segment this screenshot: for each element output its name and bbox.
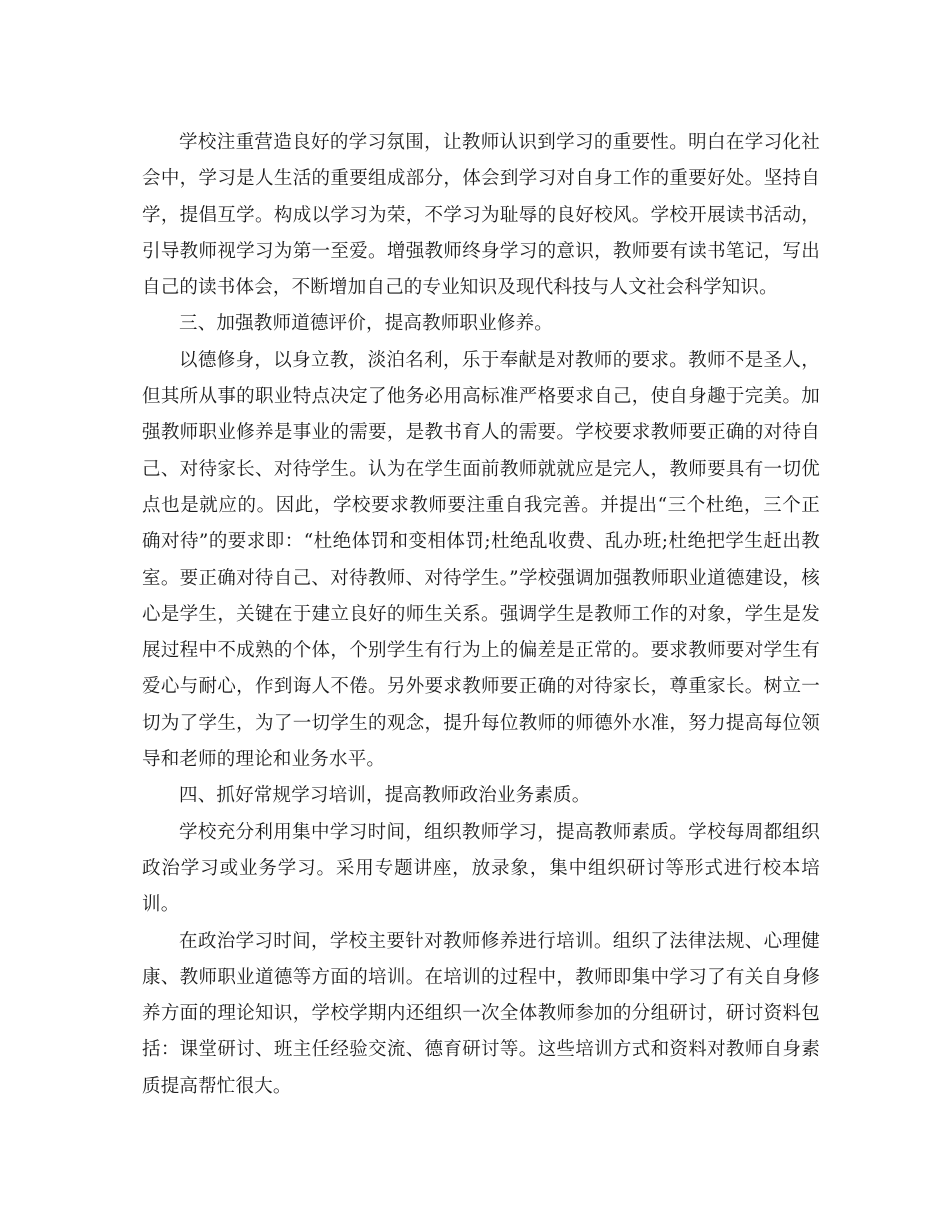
section-heading-3: 三、加强教师道德评价，提高教师职业修养。 bbox=[179, 313, 554, 335]
document-body bbox=[142, 125, 820, 1105]
paragraph-regular-training: 学校充分利用集中学习时间，组织教师学习，提高教师素质。学校每周都组织政治学习或业务学习。采用专题讲座，放录象，集中组织研讨等形式进行校本培训。 bbox=[142, 821, 820, 916]
paragraph-teacher-ethics: 以德修身，以身立教，淡泊名利，乐于奉献是对教师的要求。教师不是圣人，但其所从事的职业特点决定了他务必用高标准严格要求自己，使自身趣于完美。加强教师职业修养是事业的需要，是教书育人的需要。学校要求教师要正确的对待自己、对待家长、对待学生。认为在学生面前教师就就应是完人，教师要具有一切优点也是就应的。因此，学校要求教师要注重自我完善。并提出“三个杜绝，三个正确对待”的要求即：“杜绝体罚和变相体罚;杜绝乱收费、乱办班;杜绝把学生赶出教室。要正确对待自己、对待教师、对待学生。”学校强调加强教师职业道德建设，核心是学生，关键在于建立良好的师生关系。强调学生是教师工作的对象，学生是发展过程中不成熟的个体，个别学生有行为上的偏差是正常的。要求教师要对学生有爱心与耐心，作到诲人不倦。另外要求教师要正确的对待家长，尊重家长。树立一切为了学生，为了一切学生的观念，提升每位教师的师德外水准，努力提高每位领导和老师的理论和业务水平。 bbox=[142, 349, 820, 771]
paragraph-study-atmosphere: 学校注重营造良好的学习氛围，让教师认识到学习的重要性。明白在学习化社会中，学习是人生活的重要组成部分，体会到学习对自身工作的重要好处。坚持自学，提倡互学。构成以学习为荣，不学习为耻辱的良好校风。学校开展读书活动，引导教师视学习为第一至爱。增强教师终身学习的意识，教师要有读书笔记，写出自己的读书体会，不断增加自己的专业知识及现代科技与人文社会科学知识。 bbox=[142, 132, 820, 299]
paragraph-political-study: 在政治学习时间，学校主要针对教师修养进行培训。组织了法律法规、心理健康、教师职业道德等方面的培训。在培训的过程中，教师即集中学习了有关自身修养方面的理论知识，学校学期内还组织一次全体教师参加的分组研讨，研讨资料包括：课堂研讨、班主任经验交流、德育研讨等。这些培训方式和资料对教师自身素质提高帮忙很大。 bbox=[142, 930, 820, 1097]
section-heading-4: 四、抓好常规学习培训，提高教师政治业务素质。 bbox=[179, 785, 591, 807]
